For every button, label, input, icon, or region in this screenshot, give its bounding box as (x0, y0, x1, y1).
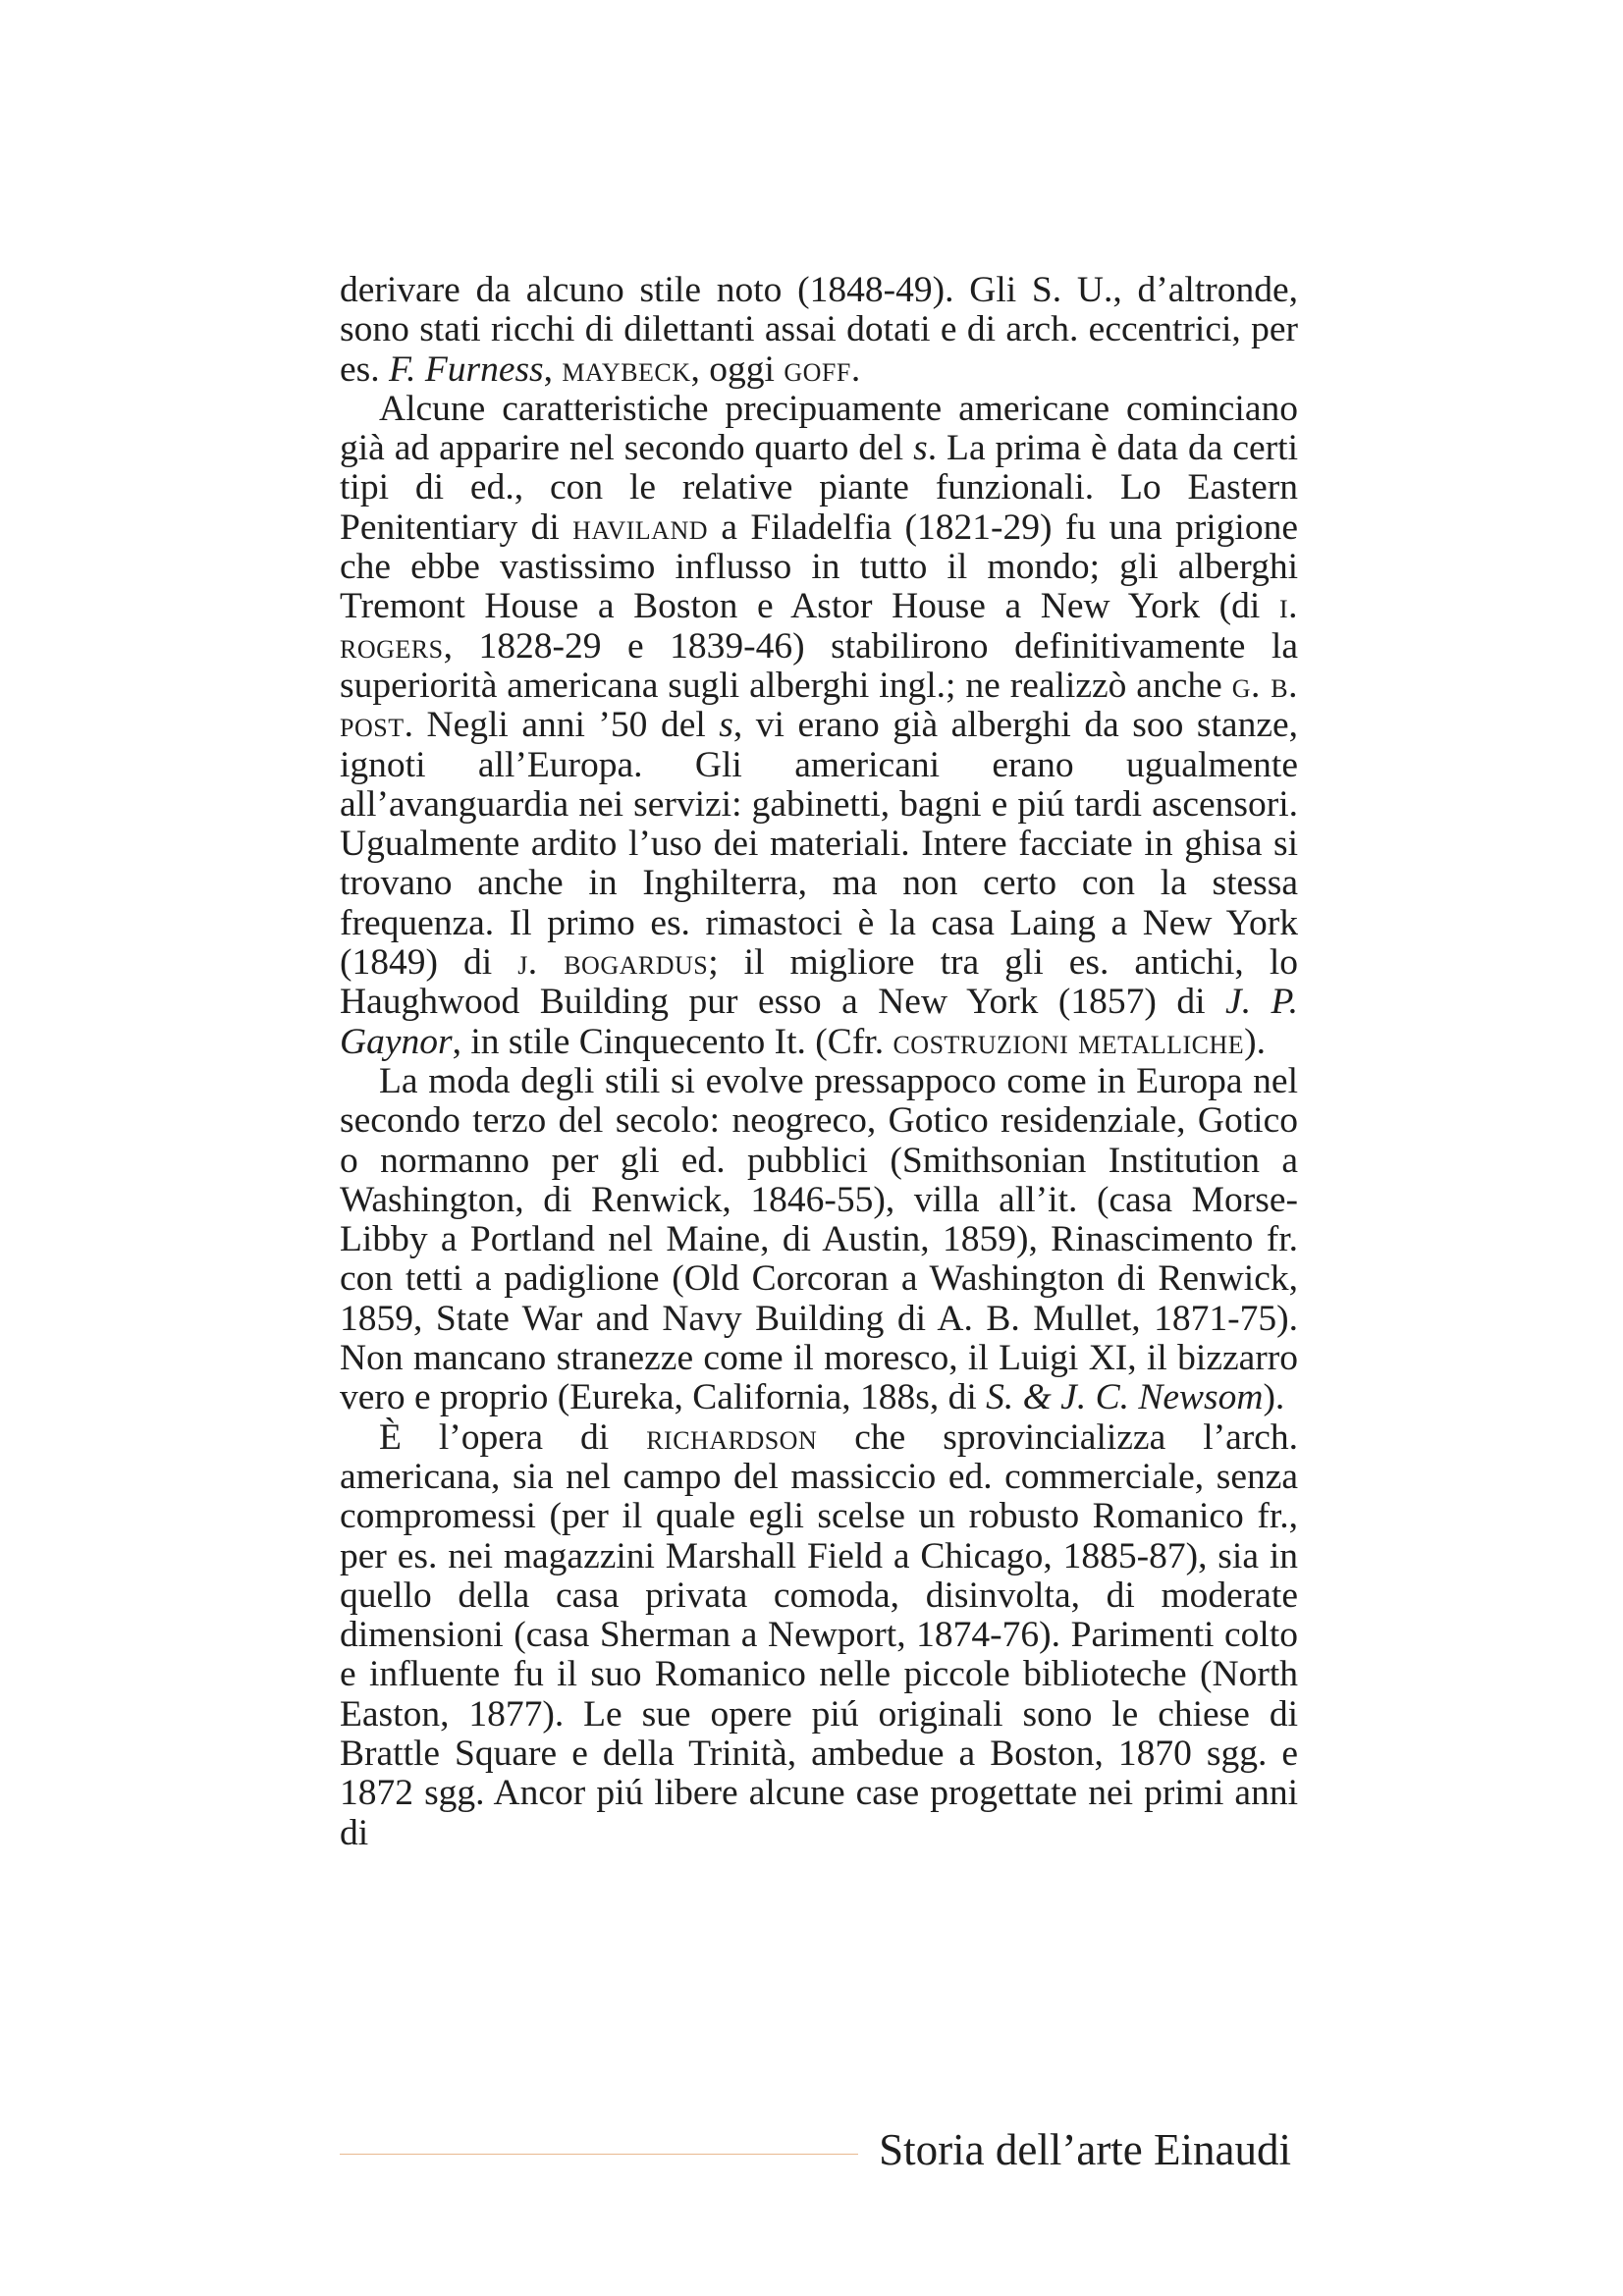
paragraph-3 (340, 1062, 1298, 1418)
text-run: . Negli anni ’50 del (404, 705, 720, 746)
text-run: È l’opera di (379, 1416, 647, 1458)
small-caps-run: maybeck (562, 348, 691, 390)
text-run: ). (1244, 1021, 1267, 1062)
italic-run: S. & J. C. Newsom (986, 1377, 1264, 1418)
text-run: . (850, 348, 861, 390)
footer-rule (340, 2154, 858, 2155)
text-run: , in stile Cinquecento It. (Cfr. (452, 1021, 893, 1062)
text-run: a Filadelfia (1821-29) fu una prigione che ebbe vastissimo influsso in tutto il mondo; gli alberghi Tremont House a Boston e Astor House a New York (di (340, 507, 1298, 627)
small-caps-run: i. rogers (340, 586, 1298, 667)
small-caps-run: j. bogardus (517, 942, 709, 984)
italic-run: s (913, 428, 928, 469)
italic-run: F. Furness (389, 348, 544, 390)
text-run: ). (1263, 1377, 1285, 1418)
body-text (340, 271, 1298, 1853)
text-run: , 1828-29 e 1839-46) stabilirono definitivamente la superiorità americana sugli alberghi ingl.; ne realizzò anche (340, 625, 1298, 706)
text-run: ; il migliore tra gli es. antichi, lo Haughwood Building pur esso a New York (1857) di (340, 942, 1298, 1023)
italic-run: J. P. Gaynor (340, 982, 1298, 1062)
small-caps-run: goff (784, 348, 851, 390)
text-run: , vi erano già alberghi da soo stanze, ignoti all’Europa. Gli americani erano ugualmente all’avanguardia nei servizi: gabinetti, bagni e piú tardi ascensori. Ugualmente ardito l’uso dei materiali. Intere facciate in ghisa si trovano anche in Inghilterra, ma non certo con la stessa frequenza. Il primo es. rimastoci è la casa Laing a New York (1849) di (340, 705, 1298, 984)
text-run: . La prima è data da certi tipi di ed., con le relative piante funzionali. Lo Eastern Penitentiary di (340, 428, 1298, 548)
small-caps-run: costruzioni metalliche (893, 1021, 1245, 1062)
text-run: La moda degli stili si evolve pressappoco come in Europa nel secondo terzo del secolo: neogreco, Gotico residenziale, Gotico o normanno per gli ed. pubblici (Smithsonian Institution a Washington, di Renwick, 1846-55), villa all’it. (casa Morse-Libby a Portland nel Maine, di Austin, 1859), Rinascimento fr. con tetti a padiglione (Old Corcoran a Washington di Renwick, 1859, State War and Navy Building di A. B. Mullet, 1871-75). Non mancano stranezze come il moresco, il Luigi XI, il bizzarro vero e proprio (Eureka, California, 188s, di (340, 1060, 1298, 1418)
paragraph-1 (340, 271, 1298, 390)
italic-run: s (719, 705, 733, 746)
text-run: , oggi (690, 348, 784, 390)
text-run: che sprovincializza l’arch. americana, sia nel campo del massiccio ed. commerciale, senza compromessi (per il quale egli scelse un robusto Romanico fr., per es. nei magazzini Marshall Field a Chicago, 1885-87), sia in quello della casa privata comoda, disinvolta, di moderate dimensioni (casa Sherman a Newport, 1874-76). Parimenti colto e influente fu il suo Romanico nelle piccole biblioteche (North Easton, 1877). Le sue opere piú originali sono le chiese di Brattle Square e della Trinità, ambedue a Boston, 1870 sgg. e 1872 sgg. Ancor piú libere alcune case progettate nei primi anni di (340, 1416, 1298, 1853)
text-run: derivare da alcuno stile noto (1848-49). Gli S. U., d’altronde, sono stati ricchi di dilettanti assai dotati e di arch. eccentrici, per es. (340, 270, 1298, 390)
text-run: , (543, 348, 563, 390)
paragraph-4 (340, 1418, 1298, 1853)
footer-title: Storia dell’arte Einaudi (879, 2125, 1291, 2174)
small-caps-run: richardson (646, 1416, 818, 1458)
small-caps-run: haviland (572, 507, 709, 548)
small-caps-run: g. b. post (340, 665, 1298, 746)
text-run: Alcune caratteristiche precipuamente americane cominciano già ad apparire nel secondo quarto del (340, 388, 1298, 469)
paragraph-2 (340, 390, 1298, 1062)
